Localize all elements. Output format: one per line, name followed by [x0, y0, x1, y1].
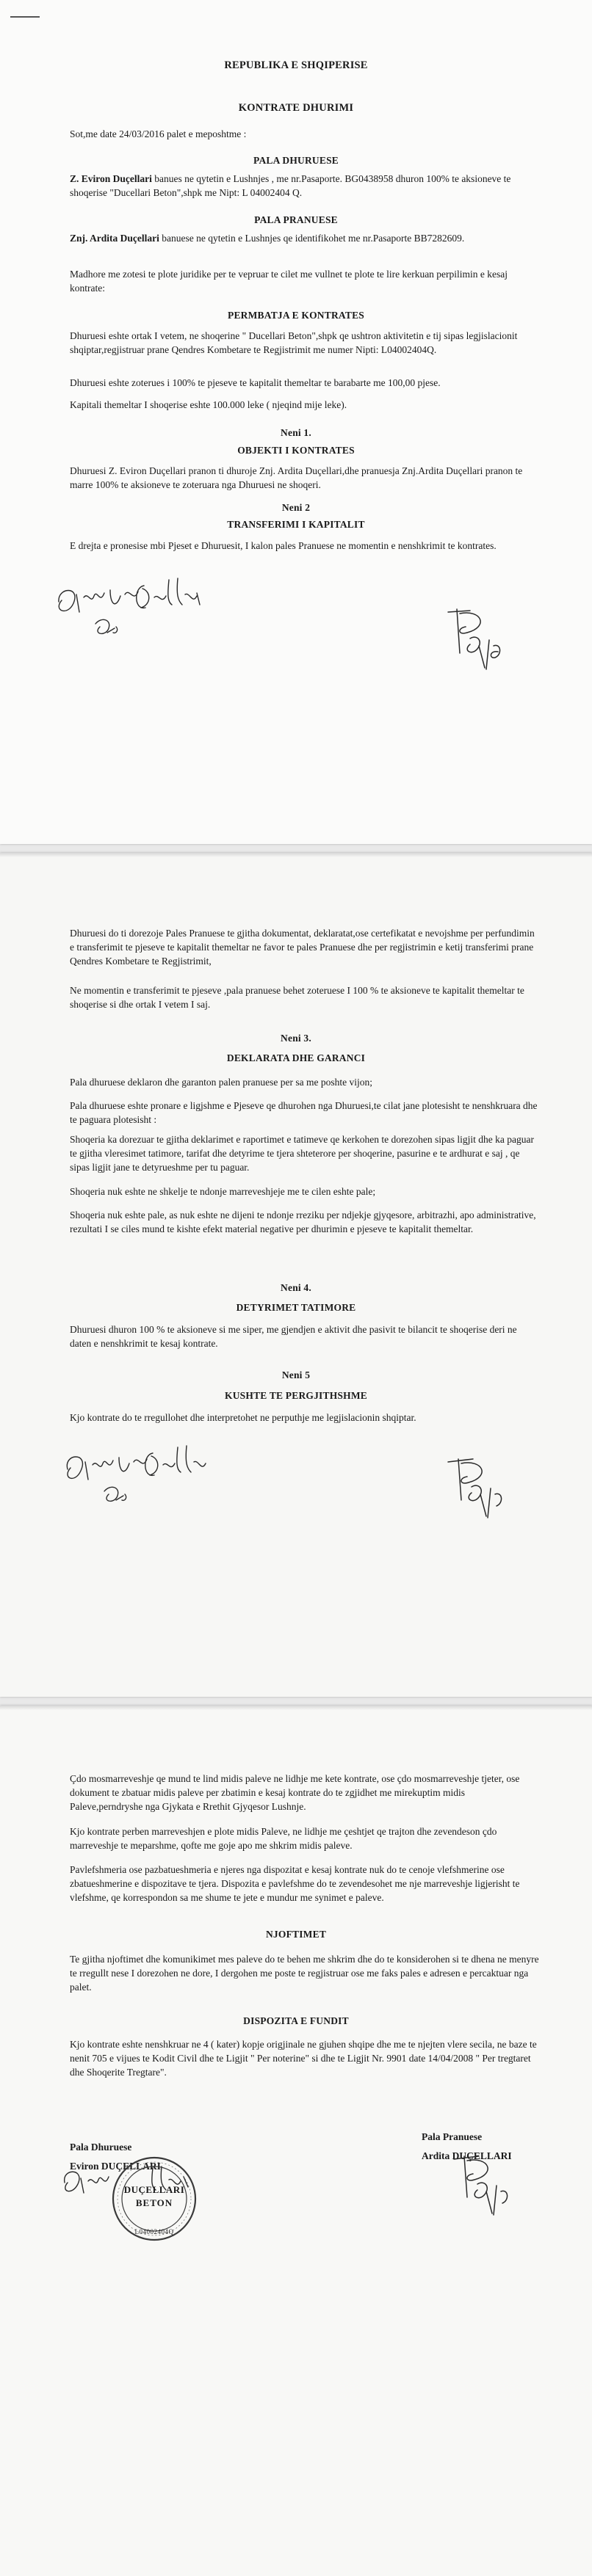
corner-mark: [10, 16, 40, 18]
final-paragraph: Kjo kontrate eshte nenshkruar ne 4 ( kater) kopje origjinale ne gjuhen shqipe dhe me te njejten vlere secila, ne baze te nenit 705 e vijues te Kodit Civil dhe te Ligjit " Per noterine" si dhe te Ligjit Nr. 9901 date 14/04/2008 " Per tregtaret dhe Shoqerite Tregtare".: [70, 2039, 537, 2078]
recipient-signatory-name: Ardita DUÇELLARI: [422, 2150, 512, 2161]
page3-paragraph-3: Pavlefshmeria ose pazbatueshmeria e njeres nga dispozitat e kesaj kontrate nuk do te cenoje vlefshmerine ose zbatueshmerine e dispozitave te tjera. Dispozita e pavlefshme do te zevendesohet me nje marreveshje ligjerisht te vlefshme, qe korrespondon sa me shume te jete e mundur me synimet e paleve.: [70, 1864, 520, 1903]
donor-signature-page-2: [59, 1440, 235, 1521]
article-5-heading: Neni 5: [281, 1369, 311, 1380]
recipient-paragraph: [70, 231, 533, 245]
date-line: Sot,me date 24/03/2016 palet e meposhtme :: [70, 128, 247, 139]
article-1-paragraph: Dhuruesi Z. Eviron Duçellari pranon ti dhuroje Znj. Ardita Duçellari,dhe pranuesja Znj.Ardita Duçellari pranon te marre 100% te aksioneve te zoteruara nga Dhuruesi ne shoqeri.: [70, 465, 523, 490]
article-4-heading: Neni 4.: [281, 1282, 311, 1293]
stamp-name: DUÇELLARI: [123, 2184, 185, 2195]
donor-signatory-name: Eviron DUÇELLARI: [70, 2161, 161, 2172]
content-paragraph-2: Dhuruesi eshte zoterues i 100% te pjeseve te kapitalit themeltar te barabarte me 100,00 pjese.: [70, 377, 441, 388]
content-paragraph-3: Kapitali themeltar I shoqerise eshte 100.000 leke ( njeqind mije leke).: [70, 399, 347, 410]
stamp-nipt: L04002404Q: [134, 2228, 174, 2235]
article-3-paragraph-2: Pala dhuruese eshte pronare e ligjshme e Pjeseve qe dhurohen nga Dhuruesi,te cilat jane plotesisht te nenshkruara dhe te paguara plotesisht :: [70, 1100, 538, 1125]
page2-paragraph-1: Dhuruesi do ti dorezoje Pales Pranuese te gjitha dokumentat, deklaratat,ose certefikatat e nevojshme per perfundimin e transferimit te pjeseve te kapitalit themeltar ne favor te pales Pranuese dhe per regjistrimin e ketij transferimi prane Qendres Kombetare te Regjistrimit,: [70, 928, 535, 967]
article-5-title: KUSHTE TE PERGJITHSHME: [225, 1390, 367, 1401]
page-edge-shadow: [0, 1706, 592, 1710]
stamp-sub: BETON: [135, 2197, 173, 2208]
recipient-name: Znj. Ardita Duçellari: [70, 233, 159, 244]
article-3-paragraph-1: Pala dhuruese deklaron dhe garanton palen pranuese per sa me poshte vijon;: [70, 1077, 372, 1088]
contract-page-2: [0, 853, 592, 1697]
donor-name: Z. Eviron Duçellari: [70, 173, 152, 184]
contract-title: KONTRATE DHURIMI: [238, 102, 354, 114]
recipient-text: banuese ne qytetin e Lushnjes qe identifikohet me nr.Pasaporte BB7282609.: [159, 233, 465, 244]
article-3-heading: Neni 3.: [281, 1033, 311, 1044]
republic-heading: REPUBLIKA E SHQIPERISE: [224, 59, 368, 71]
article-5-paragraph: Kjo kontrate do te rregullohet dhe interpretohet ne perputhje me legjislacionin shqiptar.: [70, 1412, 416, 1423]
recipient-label: Pala Pranuese: [422, 2131, 483, 2142]
notice-heading: NJOFTIMET: [265, 1929, 327, 1940]
article-3-paragraph-3: Shoqeria ka dorezuar te gjitha deklarimet e raportimet e tatimeve qe kerkohen te dorezohen sipas ligjit dhe ka paguar te gjitha vleresimet tatimore, tarifat dhe detyrime te tjera shteterore per shoqerine, pasurine e te ardhurat e saj , qe sipas ligjit jane te detyrueshme per tu paguar.: [70, 1134, 535, 1173]
contract-page-1: [0, 0, 592, 844]
final-heading: DISPOZITA E FUNDIT: [243, 2015, 349, 2026]
article-3-title: DEKLARATA DHE GARANCI: [226, 1052, 366, 1063]
notice-paragraph: Te gjitha njoftimet dhe komunikimet mes paleve do te behen me shkrim dhe do te konsiderohen si te dhena ne menyre te rregullt nese I dorezohen ne dore, I dergohen me poste te regjistruar ose me faks pales e adresen e percaktuar nga palet.: [70, 1954, 539, 1993]
article-1-title: OBJEKTI I KONTRATES: [237, 445, 355, 456]
donor-heading: PALA DHURUESE: [253, 155, 339, 166]
donor-text: banues ne qytetin e Lushnjes , me nr.Pasaporte. BG0438958 dhuron 100% te aksioneve te shoqerise "Ducellari Beton",shpk me Nipt: L 04002404 Q.: [70, 173, 511, 198]
article-3-paragraph-5: Shoqeria nuk eshte pale, as nuk eshte ne dijeni te ndonje rreziku per ndjekje gjyqesore, arbitrazhi, apo administrative, rezultati I se ciles mund te kishte efekt material negative per dhurimin e pjeseve te kapitalit themeltar.: [70, 1209, 536, 1234]
content-paragraph-1: Dhuruesi eshte ortak I vetem, ne shoqerine " Ducellari Beton",shpk qe ushtron aktivitetin e tij sipas legjislacionit shqiptar,regjistruar prane Qendres Kombetare te Regjistrimit me numer Nipti: L04002404Q.: [70, 330, 518, 355]
donor-label: Pala Dhuruese: [70, 2142, 132, 2153]
recipient-signature-page-2: [441, 1447, 529, 1528]
content-heading: PERMBATJA E KONTRATES: [228, 310, 364, 321]
contract-page-3: [0, 1706, 592, 2576]
page2-paragraph-2: Ne momentin e transferimit te pjeseve ,pala pranuese behet zoteruese I 100 % te aksioneve te kapitalit themeltar te shoqerise si dhe ortak I vetem I saj.: [70, 985, 524, 1010]
recipient-signature-page-1: [441, 602, 529, 683]
article-2-paragraph: E drejta e pronesise mbi Pjeset e Dhuruesit, I kalon pales Pranuese ne momentin e nenshkrimit te kontrates.: [70, 540, 497, 551]
donor-signature-page-1: [51, 572, 235, 653]
recipient-signature-page-3: [448, 2144, 529, 2225]
article-2-title: TRANSFERIMI I KAPITALIT: [227, 519, 365, 530]
recipient-heading: PALA PRANUESE: [254, 214, 338, 225]
page3-paragraph-1: Çdo mosmarreveshje qe mund te lind midis paleve ne lidhje me kete kontrate, ose çdo mosmarreveshje tjeter, ose dokument te zbatuar midis paleve per zbatimin e kesaj kontrate do te zgjidhet me mirekuptim midis Paleve,perndryshe nga Gjykata e Rrethit Gjyqesor Lushnje.: [70, 1773, 520, 1812]
page-edge-shadow: [0, 853, 592, 857]
article-4-paragraph: Dhuruesi dhuron 100 % te aksioneve si me siper, me gjendjen e aktivit dhe pasivit te bilancit te shoqerise deri ne daten e nenshkrimit te kesaj kontrate.: [70, 1324, 517, 1349]
capacity-paragraph: Madhore me zotesi te plote juridike per te vepruar te cilet me vullnet te plote te lire kerkuan perpilimin e kesaj kontrate:: [70, 269, 508, 294]
article-2-heading: Neni 2: [281, 502, 311, 513]
donor-paragraph: [70, 172, 533, 200]
page3-paragraph-2: Kjo kontrate perben marreveshjen e plote midis Paleve, ne lidhje me çeshtjet qe trajton dhe zevendeson çdo marreveshje te meparshme, qofte me goje apo me shkrim midis paleve.: [70, 1826, 497, 1851]
company-stamp: [110, 2155, 198, 2243]
article-1-heading: Neni 1.: [281, 427, 311, 438]
article-3-paragraph-4: Shoqeria nuk eshte ne shkelje te ndonje marreveshjeje me te cilen eshte pale;: [70, 1186, 376, 1197]
article-4-title: DETYRIMET TATIMORE: [236, 1302, 356, 1313]
